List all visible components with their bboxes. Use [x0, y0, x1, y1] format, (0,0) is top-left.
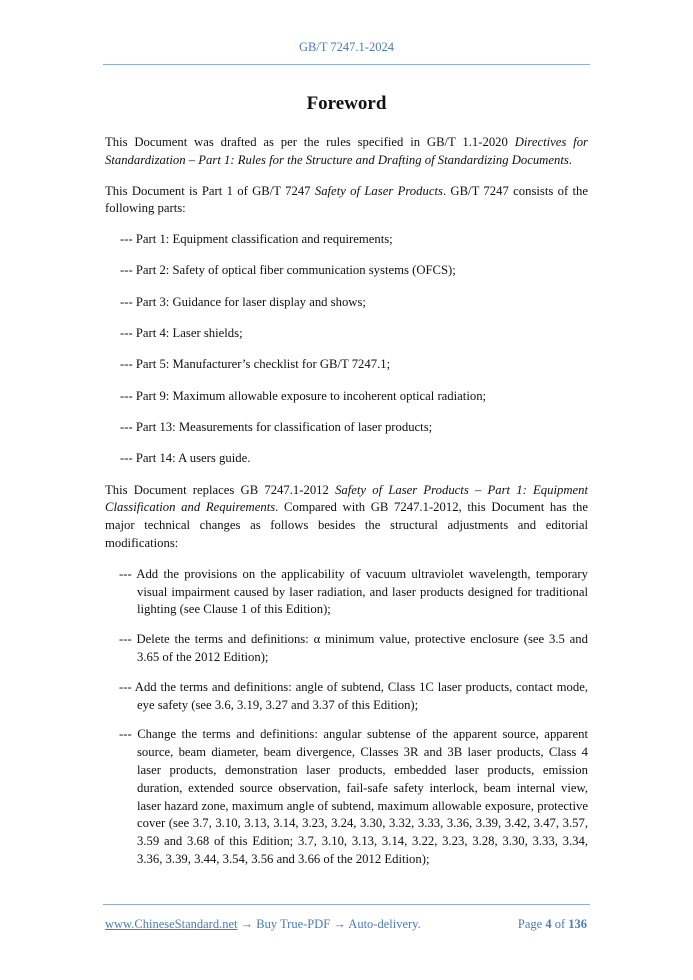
list-item: --- Part 1: Equipment classification and requirements; [120, 232, 393, 247]
replacement-paragraph [105, 482, 588, 553]
footer-promo [105, 917, 421, 932]
referenced-standard-title: Directives for Standardization – Part 1: Rules for the Structure and Drafting of Standardizing Documents [105, 135, 588, 167]
list-item: --- Delete the terms and definitions: α minimum value, protective enclosure (see 3.5 and 3.65 of the 2012 Edition); [119, 632, 588, 664]
page-number: 4 [545, 917, 552, 931]
list-item: --- Change the terms and definitions: angular subtense of the apparent source, apparent source, beam diameter, beam divergence, Classes 3R and 3B laser products, Class 4 laser products, demonstration laser products, embedded laser products, emission duration, extended source observation, fail-safe safety interlock, beam internal view, laser hazard zone, maximum angle of subtend, maximum allowable exposure, protective cover (see 3.7, 3.10, 3.13, 3.14, 3.23, 3.24, 3.30, 3.32, 3.33, 3.36, 3.39, 3.42, 3.47, 3.57, 3.59 and 3.68 of this Edition; 3.7, 3.10, 3.13, 3.14, 3.22, 3.23, 3.28, 3.30, 3.33, 3.34, 3.36, 3.39, 3.44, 3.54, 3.56 and 3.66 of the 2012 Edition); [119, 727, 588, 866]
replacement-text: This Document replaces GB 7247.1-2012 [105, 482, 336, 497]
parts-list [105, 231, 588, 468]
intro-text: This Document was drafted as per the rules specified in GB/T 1.1-2020 [105, 135, 515, 149]
page-title: Foreword [306, 93, 387, 114]
changes-list [105, 566, 588, 869]
list-item: --- Part 14: A users guide. [120, 451, 251, 466]
intro-paragraph-1 [105, 134, 588, 170]
list-item: --- Part 4: Laser shields; [120, 326, 243, 341]
list-item: --- Add the terms and definitions: angle of subtend, Class 1C laser products, contact mode, eye safety (see 3.6, 3.19, 3.27 and 3.37 of this Edition); [119, 679, 588, 712]
website-link[interactable]: www.ChineseStandard.net [105, 917, 238, 931]
list-item: --- Part 5: Manufacturer’s checklist for GB/T 7247.1; [120, 357, 391, 372]
delivery-note: → Buy True-PDF → Auto-delivery. [237, 917, 421, 931]
series-title: Safety of Laser Products [314, 183, 443, 198]
footer-divider [103, 904, 590, 905]
page-label: Page [517, 917, 543, 931]
list-item: --- Part 3: Guidance for laser display and shows; [120, 294, 366, 309]
list-item: --- Part 2: Safety of optical fiber communication systems (OFCS); [120, 263, 456, 278]
intro-text-end: . [568, 152, 572, 167]
header-divider [103, 64, 590, 65]
list-item: --- Part 13: Measurements for classification of laser products; [120, 419, 433, 434]
replacement-text-end: . Compared with GB 7247.1-2012, this Document has the major technical changes as follows besides the structural adjustments and editorial modifications: [105, 500, 588, 550]
intro-text: This Document is Part 1 of GB/T 7247 [105, 183, 315, 198]
page-total: 136 [568, 917, 587, 931]
of-label: of [554, 917, 566, 931]
page-indicator [518, 917, 587, 932]
intro-paragraph-2 [105, 183, 588, 219]
running-header [0, 40, 693, 55]
intro-text-end: . GB/T 7247 consists of the following parts: [105, 183, 589, 216]
document-id: GB/T 7247.1-2024 [299, 40, 394, 54]
replaced-standard-title: Safety of Laser Products – Part 1: Equipment Classification and Requirements [105, 482, 588, 515]
list-item: --- Add the provisions on the applicability of vacuum ultraviolet wavelength, temporary visual impairment caused by laser radiation, and laser products designed for traditional lighting (see Clause 1 of this Edition); [119, 566, 588, 617]
list-item: --- Part 9: Maximum allowable exposure to incoherent optical radiation; [120, 388, 487, 403]
page-body [105, 92, 588, 881]
